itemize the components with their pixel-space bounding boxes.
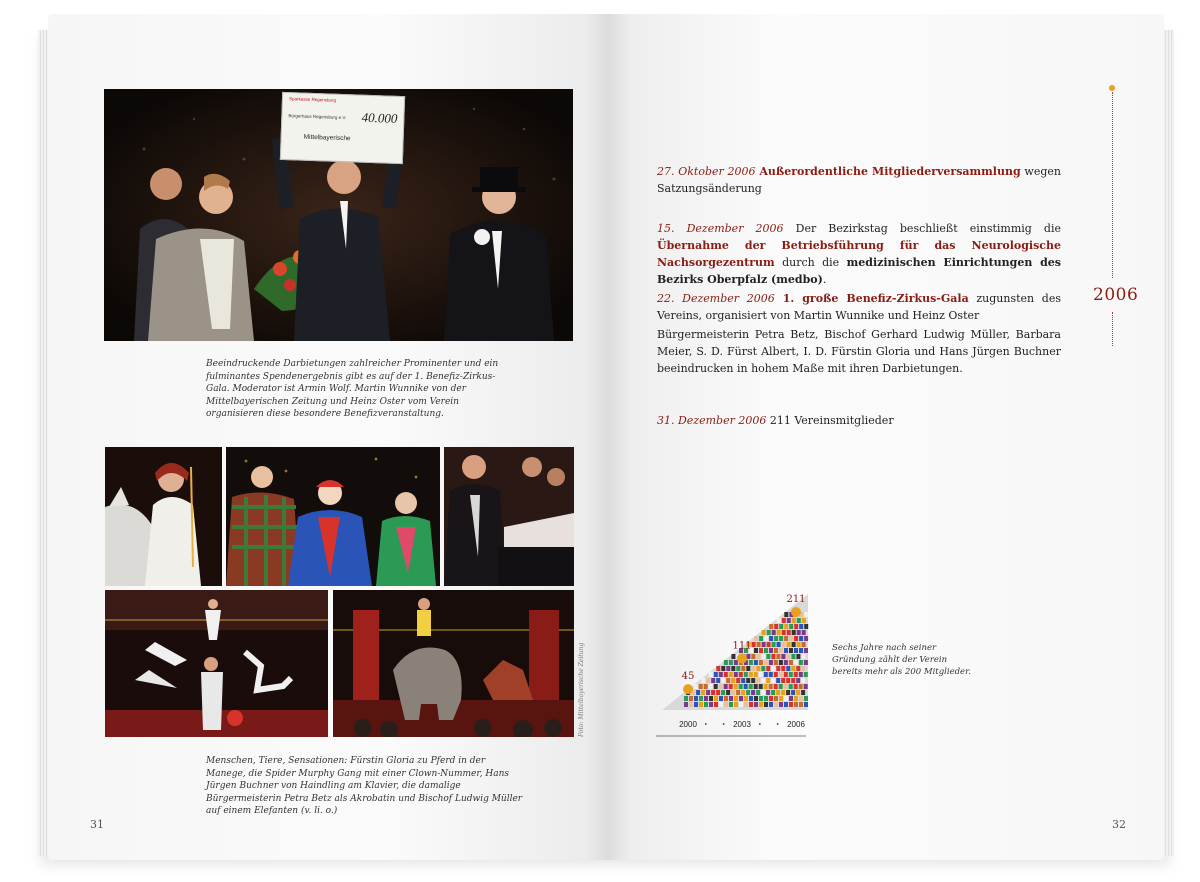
chart-crowd-cell	[754, 636, 758, 641]
chart-crowd-cell	[721, 666, 725, 671]
chart-crowd-cell	[792, 618, 796, 623]
chart-crowd-cell	[746, 690, 750, 695]
members-chart	[656, 582, 816, 740]
chart-crowd-cell	[709, 702, 713, 707]
chart-crowd-cell	[709, 672, 713, 677]
chart-crowd-cell	[719, 702, 723, 707]
entry-highlight: 1. große Benefiz-Zirkus-Gala	[774, 292, 969, 305]
chart-crowd-cell	[794, 672, 798, 677]
chart-crowd-cell	[784, 648, 788, 653]
chart-crowd-cell	[716, 666, 720, 671]
chart-crowd-cell	[721, 690, 725, 695]
chart-crowd-cell	[752, 642, 756, 647]
chart-crowd-cell	[794, 684, 798, 689]
chart-crowd-cell	[774, 702, 778, 707]
chart-crowd-cell	[754, 648, 758, 653]
chart-crowd-cell	[782, 618, 786, 623]
chart-crowd-cell	[714, 684, 718, 689]
chart-crowd-cell	[751, 666, 755, 671]
chart-crowd-cell	[794, 636, 798, 641]
chart-crowd-cell	[789, 702, 793, 707]
chart-crowd-cell	[756, 654, 760, 659]
chart-crowd-cell	[794, 624, 798, 629]
chart-crowd-cell	[756, 666, 760, 671]
chart-crowd-cell	[734, 684, 738, 689]
chart-crowd-cell	[774, 672, 778, 677]
chart-crowd-cell	[787, 630, 791, 635]
chart-crowd-cell	[736, 690, 740, 695]
chart-crowd-cell	[782, 630, 786, 635]
chart-crowd-cell	[797, 618, 801, 623]
chart-crowd-cell	[714, 702, 718, 707]
chart-crowd-cell	[746, 678, 750, 683]
chart-crowd-cell	[724, 702, 728, 707]
chart-crowd-cell	[704, 702, 708, 707]
chart-crowd-cell	[797, 630, 801, 635]
year-marker: 2006	[1093, 285, 1139, 305]
chart-crowd-cell	[779, 684, 783, 689]
chart-crowd-cell	[764, 648, 768, 653]
chart-crowd-cell	[744, 696, 748, 701]
chart-crowd-cell	[761, 678, 765, 683]
chart-crowd-cell	[734, 702, 738, 707]
chart-crowd-cell	[749, 702, 753, 707]
chart-crowd-cell	[784, 612, 788, 617]
chart-crowd-cell	[779, 636, 783, 641]
chart-crowd-cell	[716, 690, 720, 695]
chart-crowd-cell	[704, 684, 708, 689]
chart-x-tick: 2003	[733, 720, 751, 729]
timeline-line-bottom	[1112, 312, 1113, 346]
chart-crowd-cell	[799, 672, 803, 677]
chart-crowd-cell	[779, 648, 783, 653]
chart-crowd-cell	[749, 672, 753, 677]
chart-crowd-cell	[794, 648, 798, 653]
chart-crowd-cell	[781, 666, 785, 671]
photo-piano	[444, 447, 574, 586]
chart-crowd-cell	[766, 666, 770, 671]
chart-crowd-cell	[734, 696, 738, 701]
chart-crowd-cell	[739, 702, 743, 707]
chart-x-tick: 2006	[787, 720, 805, 729]
chart-crowd-cell	[802, 630, 806, 635]
chart-data-label: 111	[732, 640, 752, 652]
chart-crowd-cell	[777, 618, 781, 623]
page-number-left: 31	[90, 818, 104, 831]
chart-crowd-cell	[689, 696, 693, 701]
chart-crowd-cell	[791, 654, 795, 659]
chart-crowd-cell	[759, 636, 763, 641]
chart-caption: Sechs Jahre nach seiner Gründung zählt der Verein bereits mehr als 200 Mitglieder.	[832, 643, 971, 677]
chart-crowd-cell	[746, 666, 750, 671]
chart-crowd-cell	[792, 642, 796, 647]
chart-crowd-cell	[759, 696, 763, 701]
chart-crowd-cell	[776, 690, 780, 695]
chart-crowd-cell	[801, 654, 805, 659]
chart-crowd-cell	[749, 684, 753, 689]
chart-crowd-cell	[791, 666, 795, 671]
chart-crowd-cell	[769, 648, 773, 653]
chart-crowd-cell	[754, 660, 758, 665]
chart-crowd-cell	[804, 624, 808, 629]
chart-crowd-cell	[779, 624, 783, 629]
entry-text: 211 Vereinsmitglieder	[766, 414, 894, 427]
chart-crowd-cell	[794, 660, 798, 665]
chart-crowd-cell	[779, 702, 783, 707]
chart-crowd-cell	[802, 642, 806, 647]
chart-crowd-cell	[724, 696, 728, 701]
chart-crowd-cell	[799, 660, 803, 665]
chart-crowd-cell	[759, 672, 763, 677]
entry-date: 22. Dezember 2006	[657, 292, 775, 305]
chart-crowd-cell	[787, 618, 791, 623]
chart-crowd-cell	[746, 654, 750, 659]
chart-crowd-cell	[754, 702, 758, 707]
chart-crowd-cell	[789, 696, 793, 701]
chart-crowd-cell	[791, 690, 795, 695]
chart-crowd-cell	[736, 666, 740, 671]
chart-crowd-cell	[729, 660, 733, 665]
chart-crowd-cell	[684, 696, 688, 701]
chart-crowd-cell	[719, 684, 723, 689]
chart-crowd-cell	[756, 690, 760, 695]
chart-crowd-cell	[731, 690, 735, 695]
entry-text-pre: Der Bezirkstag beschließt einstimmig die	[783, 222, 1062, 235]
chart-crowd-cell	[784, 702, 788, 707]
chart-crowd-cell	[759, 660, 763, 665]
chart-crowd-cell	[774, 684, 778, 689]
chart-crowd-cell	[784, 672, 788, 677]
page-number-right: 32	[1112, 818, 1126, 831]
entry-date: 15. Dezember 2006	[657, 222, 784, 235]
chart-crowd-cell	[729, 672, 733, 677]
chart-crowd-cell	[772, 642, 776, 647]
chart-crowd-cell	[739, 684, 743, 689]
chart-crowd-cell	[801, 678, 805, 683]
chart-crowd-cell	[769, 636, 773, 641]
chart-crowd-cell	[731, 654, 735, 659]
chart-crowd-cell	[789, 636, 793, 641]
chart-crowd-cell	[764, 672, 768, 677]
chart-crowd-cell	[781, 678, 785, 683]
chart-crowd-cell	[762, 642, 766, 647]
chart-crowd-cell	[694, 702, 698, 707]
chart-crowd-cell	[769, 672, 773, 677]
chart-crowd-cell	[777, 630, 781, 635]
chart-crowd-cell	[799, 624, 803, 629]
cheque-payee: Bürgerhaus Regensburg e.V.	[288, 113, 347, 121]
chart-crowd-cell	[769, 702, 773, 707]
chart-crowd-cell	[711, 690, 715, 695]
chart-crowd-cell	[804, 696, 808, 701]
chart-crowd-cell	[767, 642, 771, 647]
chart-crowd-cell	[804, 636, 808, 641]
entry-31-dezember	[657, 412, 1061, 429]
chart-crowd-cell	[739, 696, 743, 701]
cheque-bank: Sparkasse Regensburg	[288, 96, 337, 103]
chart-crowd-cell	[804, 684, 808, 689]
chart-crowd-cell	[706, 678, 710, 683]
chart-crowd-cell	[764, 696, 768, 701]
chart-crowd-cell	[726, 678, 730, 683]
photo-elephant-art	[333, 590, 574, 737]
chart-crowd-cell	[781, 654, 785, 659]
chart-crowd-cell	[729, 684, 733, 689]
chart-crowd-cell	[799, 648, 803, 653]
chart-crowd-cell	[789, 672, 793, 677]
chart-crowd-cell	[704, 696, 708, 701]
chart-crowd-cell	[779, 696, 783, 701]
chart-crowd-cell	[754, 696, 758, 701]
chart-crowd-cell	[799, 696, 803, 701]
chart-crowd-cell	[772, 630, 776, 635]
chart-crowd-cell	[736, 678, 740, 683]
chart-crowd-cell	[766, 678, 770, 683]
chart-crowd-cell	[774, 648, 778, 653]
chart-crowd-cell	[719, 696, 723, 701]
chart-crowd-cell	[706, 690, 710, 695]
chart-point	[683, 684, 693, 694]
chart-crowd-cell	[759, 648, 763, 653]
chart-crowd-cell	[766, 690, 770, 695]
chart-crowd-cell	[774, 636, 778, 641]
chart-crowd-cell	[796, 690, 800, 695]
chart-crowd-cell	[791, 678, 795, 683]
entry-date: 27. Oktober 2006	[657, 165, 756, 178]
chart-crowd-cell	[729, 702, 733, 707]
chart-crowd-cell	[804, 702, 808, 707]
entry-date: 31. Dezember 2006	[657, 414, 767, 427]
chart-crowd-cell	[764, 702, 768, 707]
chart-crowd-cell	[764, 660, 768, 665]
chart-crowd-cell	[774, 624, 778, 629]
cheque	[280, 92, 405, 164]
chart-crowd-cell	[784, 696, 788, 701]
chart-crowd-cell	[729, 696, 733, 701]
chart-crowd-cell	[741, 666, 745, 671]
chart-crowd-cell	[751, 678, 755, 683]
chart-crowd-cell	[719, 672, 723, 677]
chart-crowd-cell	[769, 684, 773, 689]
chart-crowd-cell	[696, 690, 700, 695]
chart-crowd-cell	[726, 690, 730, 695]
chart-crowd-cell	[699, 702, 703, 707]
chart-crowd-cell	[802, 618, 806, 623]
chart-crowd-cell	[711, 678, 715, 683]
chart-crowd-cell	[804, 648, 808, 653]
chart-crowd-cell	[784, 660, 788, 665]
chart-crowd-cell	[777, 642, 781, 647]
chart-crowd-cell	[799, 636, 803, 641]
chart-crowd-cell	[794, 702, 798, 707]
chart-crowd-cell	[744, 702, 748, 707]
chart-crowd-cell	[709, 696, 713, 701]
chart-crowd-cell	[726, 666, 730, 671]
timeline-dot	[1109, 85, 1115, 91]
caption-top: Beeindruckende Darbietungen zahlreicher Prominenter und ein fulminantes Spendenergebnis gibt es auf der 1. Benefiz-Zirkus-Gala. Moderator ist Armin Wolf. Martin Wunnike von der Mittelbayerischen Zeitung und Heinz Oster vom Verein organisieren diese besondere Benefizveranstaltung.	[206, 359, 499, 419]
chart-crowd-cell	[804, 660, 808, 665]
chart-crowd-cell	[754, 684, 758, 689]
chart-crowd-cell	[799, 702, 803, 707]
chart-crowd-cell	[684, 702, 688, 707]
chart-crowd-cell	[699, 696, 703, 701]
chart-crowd-cell	[744, 684, 748, 689]
chart-crowd-cell	[769, 696, 773, 701]
cheque-amount: 40.000	[361, 109, 398, 126]
chart-crowd-cell	[789, 684, 793, 689]
entry-text: zugunsten des Vereins, organisiert von Martin Wunnike und Heinz Oster	[657, 292, 1062, 322]
chart-crowd-cell	[794, 696, 798, 701]
chart-crowd-cell	[782, 642, 786, 647]
chart-crowd-cell	[701, 690, 705, 695]
chart-crowd-cell	[776, 666, 780, 671]
chart-crowd-cell	[769, 624, 773, 629]
chart-crowd-cell	[771, 666, 775, 671]
chart-data-label: 45	[681, 671, 695, 683]
chart-x-tick: 2000	[679, 720, 697, 729]
chart-crowd-cell	[739, 672, 743, 677]
chart-crowd-cell	[709, 684, 713, 689]
photo-clowns-art	[226, 447, 440, 586]
chart-crowd-cell	[766, 654, 770, 659]
chart-crowd-cell	[789, 648, 793, 653]
entry-text-post: .	[822, 273, 827, 286]
chart-crowd-cell	[779, 660, 783, 665]
photo-acrobats	[105, 590, 328, 737]
chart-crowd-cell	[751, 654, 755, 659]
chart-crowd-cell	[771, 654, 775, 659]
chart-crowd-cell	[757, 642, 761, 647]
chart-crowd-cell	[779, 672, 783, 677]
chart-crowd-cell	[769, 660, 773, 665]
chart-crowd-cell	[762, 630, 766, 635]
chart-crowd-cell	[761, 666, 765, 671]
chart-crowd-cell	[789, 660, 793, 665]
chart-crowd-cell	[714, 672, 718, 677]
chart-crowd-cell	[701, 678, 705, 683]
chart-crowd-cell	[771, 678, 775, 683]
chart-x-dot	[759, 723, 761, 725]
chart-crowd-cell	[741, 690, 745, 695]
cheque-line: Mittelbayerische	[303, 133, 351, 143]
photo-gala-cheque	[104, 89, 573, 341]
chart-crowd-cell	[689, 702, 693, 707]
chart-crowd-cell	[744, 672, 748, 677]
chart-crowd-cell	[796, 666, 800, 671]
chart-crowd-cell	[716, 678, 720, 683]
chart-crowd-cell	[764, 684, 768, 689]
chart-crowd-cell	[759, 702, 763, 707]
chart-crowd-cell	[764, 636, 768, 641]
timeline-line-top	[1112, 92, 1113, 278]
chart-point	[791, 607, 801, 617]
photo-credit: Foto: Mittelbayerische Zeitung	[578, 642, 585, 737]
chart-crowd-cell	[784, 636, 788, 641]
chart-crowd-cell	[796, 654, 800, 659]
entry-text-mid: durch die	[774, 256, 847, 269]
chart-crowd-cell	[741, 678, 745, 683]
chart-crowd-cell	[784, 684, 788, 689]
chart-crowd-cell	[787, 642, 791, 647]
chart-crowd-cell	[786, 654, 790, 659]
chart-crowd-cell	[756, 678, 760, 683]
chart-crowd-cell	[804, 612, 808, 617]
chart-crowd-cell	[776, 678, 780, 683]
chart-crowd-cell	[784, 624, 788, 629]
entry-highlight: Außerordentliche Mitgliederversammlung	[759, 165, 1021, 178]
chart-data-label: 211	[786, 594, 806, 605]
chart-crowd-cell	[776, 654, 780, 659]
photo-acrobats-art	[105, 590, 328, 737]
chart-crowd-cell	[792, 630, 796, 635]
chart-crowd-cell	[721, 678, 725, 683]
chart-crowd-cell	[786, 678, 790, 683]
chart-crowd-cell	[801, 666, 805, 671]
chart-crowd-cell	[724, 660, 728, 665]
chart-crowd-cell	[731, 678, 735, 683]
chart-crowd-cell	[714, 696, 718, 701]
chart-crowd-cell	[749, 660, 753, 665]
entry-15-dezember	[657, 220, 1061, 288]
chart-crowd-cell	[796, 678, 800, 683]
entry-highlight: Übernahme der Betriebsführung für das Neurologische Nachsorgezentrum	[657, 239, 1061, 269]
photo-elephant	[333, 590, 574, 737]
entry-paragraph-2: Bürgermeisterin Petra Betz, Bischof Gerhard Ludwig Müller, Barbara Meier, S. D. Fürst Albert, I. D. Fürstin Gloria und Hans Jürgen Buchner beeindrucken in hohem Maße mit ihren Darbietungen.	[657, 328, 1061, 375]
chart-crowd-cell	[799, 684, 803, 689]
chart-crowd-cell	[786, 690, 790, 695]
chart-crowd-cell	[771, 690, 775, 695]
chart-crowd-cell	[759, 684, 763, 689]
chart-x-dot	[705, 723, 707, 725]
chart-crowd-cell	[699, 684, 703, 689]
entry-text: wegen Satzungsänderung	[657, 165, 1061, 195]
chart-crowd-cell	[734, 660, 738, 665]
chart-crowd-cell	[804, 672, 808, 677]
photo-gloria-horse	[105, 447, 222, 586]
chart-crowd-cell	[751, 690, 755, 695]
chart-crowd-cell	[786, 666, 790, 671]
chart-crowd-cell	[749, 696, 753, 701]
chart-crowd-cell	[797, 642, 801, 647]
entry-22-dezember	[657, 290, 1061, 377]
chart-crowd-cell	[767, 630, 771, 635]
chart-crowd-cell	[724, 684, 728, 689]
chart-crowd-cell	[694, 684, 698, 689]
chart-crowd-cell	[781, 690, 785, 695]
chart-crowd-cell	[774, 660, 778, 665]
chart-point	[737, 653, 747, 663]
chart-crowd-cell	[789, 624, 793, 629]
chart-crowd-cell	[761, 690, 765, 695]
chart-crowd-cell	[694, 696, 698, 701]
chart-crowd-cell	[754, 672, 758, 677]
chart-crowd-cell	[761, 654, 765, 659]
chart-crowd-cell	[774, 696, 778, 701]
caption-bottom: Menschen, Tiere, Sensationen: Fürstin Gloria zu Pferd in der Manege, die Spider Murphy Gang mit einer Clown-Nummer, Hans Jürgen Buchner von Haindling am Klavier, die damalige Bürgermeisterin Petra Betz als Akrobatin und Bischof Ludwig Müller auf einem Elefanten (v. li. o.)	[206, 756, 523, 816]
photo-clowns	[226, 447, 440, 586]
photo-gloria-horse-art	[105, 447, 222, 586]
chart-x-dot	[723, 723, 725, 725]
entry-bold: medizinischen Einrichtungen des Bezirks Oberpfalz (medbo)	[657, 256, 1061, 286]
entry-oktober	[657, 163, 1061, 197]
chart-crowd-cell	[801, 690, 805, 695]
photo-piano-art	[444, 447, 574, 586]
chart-x-dot	[777, 723, 779, 725]
chart-crowd-cell	[724, 672, 728, 677]
chart-crowd-cell	[734, 672, 738, 677]
chart-crowd-cell	[731, 666, 735, 671]
